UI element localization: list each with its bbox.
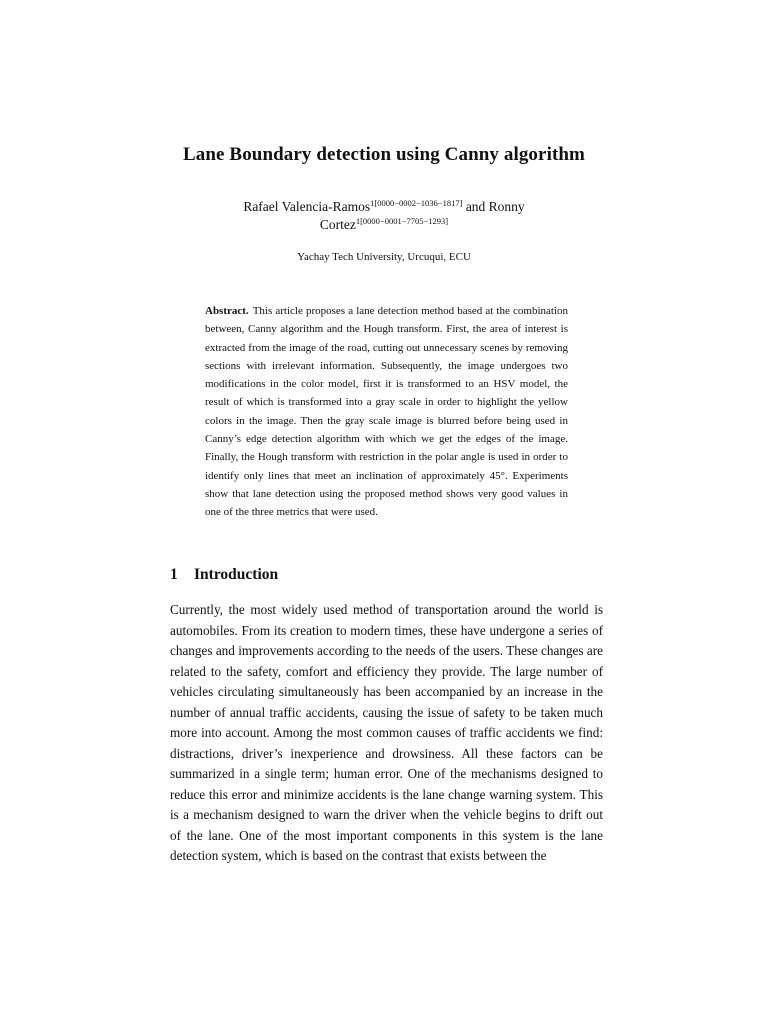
abstract-label: Abstract. [205, 305, 249, 317]
author-name: Rafael Valencia-Ramos [243, 199, 371, 214]
abstract-text: This article proposes a lane detection method based at the combination between, Canny algorithm and the Hough transform. First, the area of interest is extracted from the image of the road, cutting out unnecessary scenes by removing sections with irrelevant information. Subsequently, the image undergoes two modifications in the color model, first it is transformed to an HSV model, the result of which is transformed into a gray scale in order to highlight the yellow colors in the image. Then the gray scale image is blurred before being used in Canny’s edge detection algorithm with which we get the edges of the image. Finally, the Hough transform with restriction in the polar angle is used in order to identify only lines that meet an inclination of approximately 45°. Experiments show that lane detection using the proposed method shows very good values in one of the three metrics that were used. [205, 305, 568, 519]
section-body: Currently, the most widely used method of transportation around the world is automobiles. From its creation to modern times, these have undergone a series of changes and improvements according to the needs of the users. These changes are related to the safety, comfort and efficiency they provide. The large number of vehicles circulating simultaneously has been accompanied by an increase in the number of annual traffic accidents, causing the issue of safety to be taken much more into account. Among the most common causes of traffic accidents we find: distractions, driver’s inexperience and drowsiness. All these factors can be summarized in a single term; human error. One of the mechanisms designed to reduce this error and minimize accidents is the lane change warning system. This is a mechanism designed to warn the driver when the vehicle begins to drift out of the lane. One of the most important components in this system is the lane detection system, which is based on the contrast that exists between the [170, 602, 603, 863]
author-orcid: 1[0000−0002−1036−1817] [370, 198, 463, 208]
section-number: 1 [170, 566, 178, 583]
affiliation: Yachay Tech University, Urcuqui, ECU [297, 251, 471, 263]
author-orcid: 1[0000−0001−7705−1293] [355, 216, 449, 226]
author-name: Cortez [319, 217, 356, 232]
paper-title: Lane Boundary detection using Canny algorithm [183, 144, 585, 165]
section-heading [170, 566, 278, 584]
author-list [0, 198, 768, 234]
author-connector: and Ronny [462, 199, 525, 214]
section-title: Introduction [194, 566, 279, 583]
abstract [205, 302, 568, 522]
